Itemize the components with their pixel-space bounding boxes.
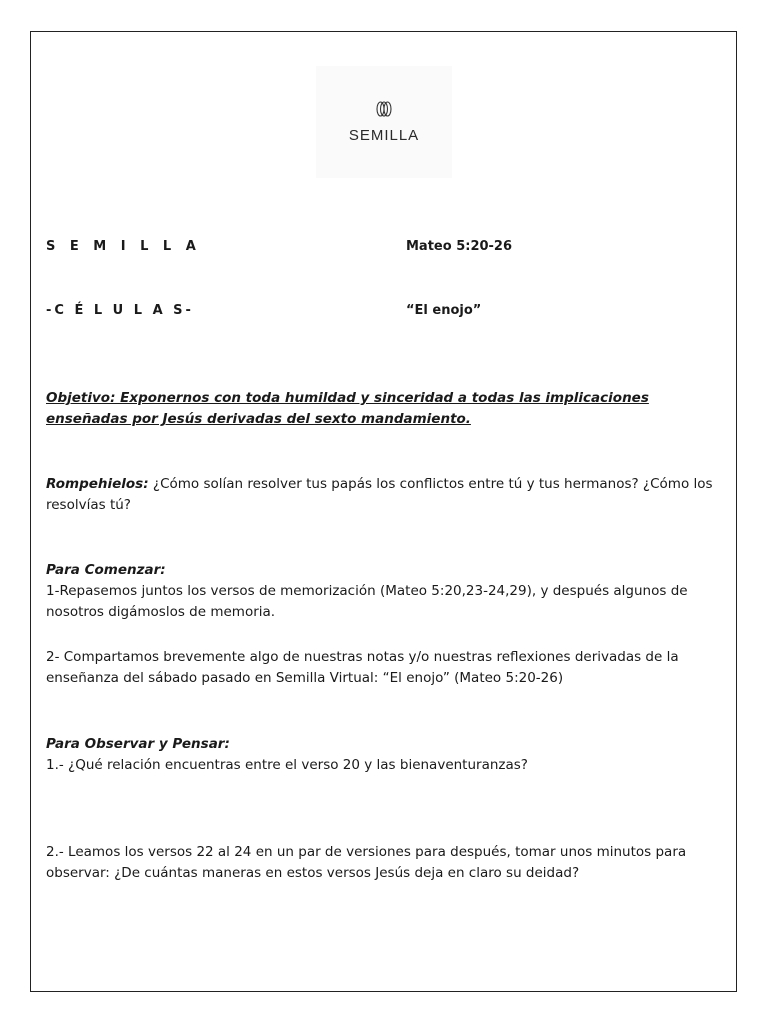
scripture-reference: Mateo 5:20-26 [406, 239, 513, 254]
start-item-2: 2- Compartamos brevemente algo de nuestras notas y/o nuestras reflexiones derivadas de la enseñanza del sábado pasado en Semilla Virtual: “El enojo” (Mateo 5:20-26) [46, 649, 679, 686]
icebreaker-label: Rompehielos: [46, 476, 149, 492]
objective-text: Objetivo: Exponernos con toda humildad y sinceridad a todas las implicaciones enseñadas por Jesús derivadas del sexto mandamiento. [46, 390, 649, 427]
start-title: Para Comenzar: [46, 562, 166, 578]
icebreaker-text: ¿Cómo solían resolver tus papás los conflictos entre tú y tus hermanos? ¿Cómo los resolvías tú? [46, 476, 713, 513]
logo-text: SEMILLA [348, 127, 420, 144]
section-heading: -C É L U L A S- [46, 303, 194, 318]
icebreaker [46, 474, 726, 516]
observe-title: Para Observar y Pensar: [46, 736, 230, 752]
observe-question-1: 1.- ¿Qué relación encuentras entre el verso 20 y las bienaventuranzas? [46, 757, 528, 773]
brand-heading: S E M I L L A [46, 239, 201, 254]
semilla-logo-icon [373, 99, 395, 119]
start-item-1: 1-Repasemos juntos los versos de memorización (Mateo 5:20,23-24,29), y después algunos de nosotros digámoslos de memoria. [46, 583, 688, 620]
logo [316, 66, 452, 178]
observe-question-2: 2.- Leamos los versos 22 al 24 en un par de versiones para después, tomar unos minutos para observar: ¿De cuántas maneras en estos versos Jesús deja en claro su deidad? [46, 844, 687, 881]
topic-title: “El enojo” [406, 303, 482, 318]
